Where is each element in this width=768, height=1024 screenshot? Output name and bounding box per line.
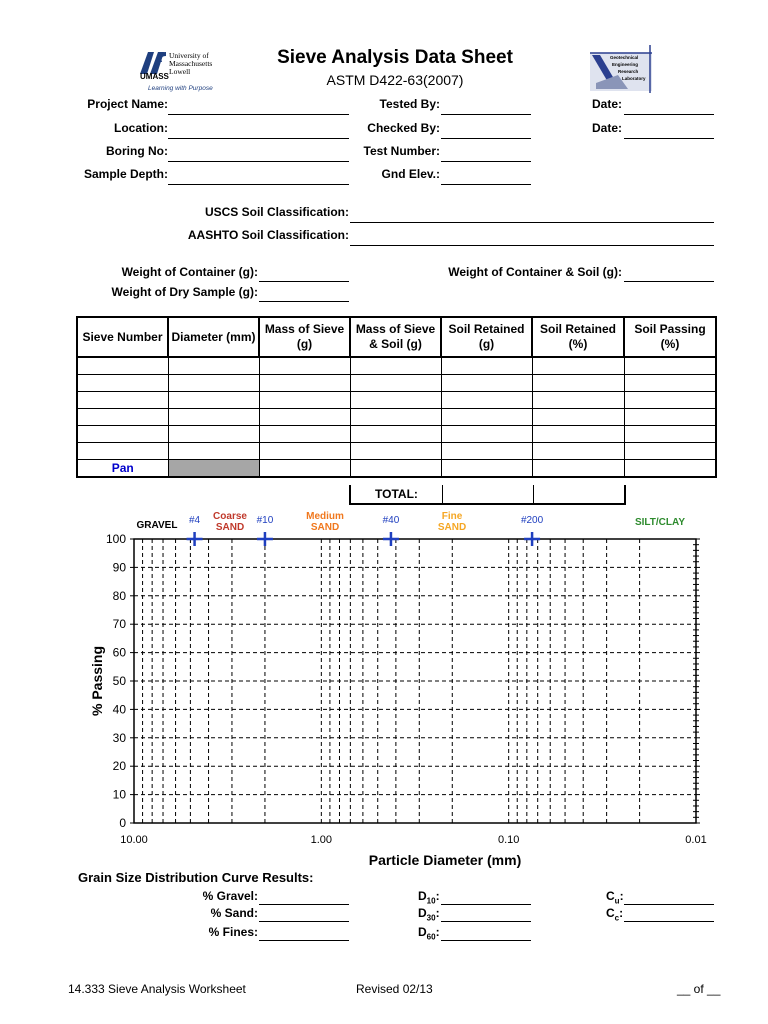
total-cell-retained-g[interactable] <box>443 485 534 503</box>
table-cell[interactable] <box>532 409 624 426</box>
sieve-label: #10 <box>256 515 274 526</box>
sample-depth-field[interactable] <box>168 184 349 185</box>
table-cell[interactable] <box>350 443 441 460</box>
project-name-label: Project Name: <box>87 97 168 111</box>
table-cell[interactable] <box>441 392 532 409</box>
table-cell[interactable] <box>624 443 716 460</box>
d30-label: $D_{30}$: <box>418 906 440 923</box>
sand-field[interactable] <box>259 921 349 922</box>
y-tick-label: 100 <box>105 532 126 546</box>
sieve-label: #200 <box>520 515 544 526</box>
pan-label: Pan <box>77 460 168 478</box>
col-header-mass-sieve-soil: Mass of Sieve & Soil (g) <box>350 317 441 357</box>
gravel-label: % Gravel: <box>202 889 258 903</box>
cc-field[interactable] <box>624 921 714 922</box>
svg-text:Engineering: Engineering <box>612 62 639 67</box>
table-cell[interactable] <box>532 392 624 409</box>
sample-depth-label: Sample Depth: <box>83 167 168 181</box>
sieve-label: #4 <box>189 515 201 526</box>
d10-field[interactable] <box>441 904 531 905</box>
x-axis-label: Particle Diameter (mm) <box>368 852 522 868</box>
zone-label-line2: SAND <box>437 522 467 533</box>
weight-dry-sample-field[interactable] <box>259 301 349 302</box>
table-cell[interactable] <box>532 375 624 392</box>
location-field[interactable] <box>168 138 349 139</box>
results-heading: Grain Size Distribution Curve Results: <box>78 870 314 885</box>
svg-text:Massachusetts: Massachusetts <box>169 59 213 68</box>
table-header-row <box>77 317 716 357</box>
footer-center: Revised 02/13 <box>356 982 433 996</box>
table-cell[interactable] <box>532 460 624 478</box>
checked-by-field[interactable] <box>441 138 531 139</box>
table-row <box>77 443 716 460</box>
date-field-2[interactable] <box>624 138 714 139</box>
cc-label: $C_c$: <box>606 906 624 923</box>
location-label: Location: <box>114 121 168 135</box>
d60-label: $D_{60}$: <box>418 925 440 942</box>
table-cell[interactable] <box>441 443 532 460</box>
zone-label-line1: Coarse <box>213 511 247 522</box>
footer-page-number: __ of __ <box>677 982 721 996</box>
svg-text:UMASS: UMASS <box>140 72 169 81</box>
cu-field[interactable] <box>624 904 714 905</box>
table-cell[interactable] <box>624 409 716 426</box>
table-cell[interactable] <box>259 357 350 375</box>
y-tick-label: 10 <box>112 787 126 802</box>
page-title: Sieve Analysis Data Sheet <box>277 47 513 68</box>
pan-diameter-shaded-cell <box>168 460 259 478</box>
table-cell[interactable] <box>350 375 441 392</box>
zone-label-line1: Medium <box>306 511 344 522</box>
weight-container-soil-label: Weight of Container & Soil (g): <box>448 265 622 279</box>
table-row <box>77 409 716 426</box>
table-row <box>77 392 716 409</box>
gravel-field[interactable] <box>259 904 349 905</box>
y-axis-label: % Passing <box>89 645 105 717</box>
col-header-mass-sieve: Mass of Sieve (g) <box>259 317 350 357</box>
table-cell[interactable] <box>77 375 168 392</box>
svg-text:Research: Research <box>618 69 639 74</box>
cu-label: $C_u$: <box>606 889 624 906</box>
sand-label: % Sand: <box>210 906 258 920</box>
table-cell[interactable] <box>441 357 532 375</box>
tested-by-field[interactable] <box>441 114 531 115</box>
total-cell-retained-pct[interactable] <box>534 485 624 503</box>
aashto-label: AASHTO Soil Classification: <box>187 228 349 242</box>
boring-no-field[interactable] <box>168 161 349 162</box>
d60-field[interactable] <box>441 940 531 941</box>
zone-label-line1: Fine <box>441 511 463 522</box>
x-tick-label: 0.01 <box>685 834 707 846</box>
weight-dry-sample-label: Weight of Dry Sample (g): <box>111 285 258 299</box>
test-number-field[interactable] <box>441 161 531 162</box>
table-cell[interactable] <box>259 426 350 443</box>
table-cell[interactable] <box>350 392 441 409</box>
date-label-2: Date: <box>591 121 622 135</box>
col-header-diameter: Diameter (mm) <box>168 317 259 357</box>
d30-field[interactable] <box>441 921 531 922</box>
page-subtitle: ASTM D422-63(2007) <box>326 72 464 88</box>
col-header-soil-passing: Soil Passing (%) <box>624 317 716 357</box>
table-cell[interactable] <box>532 443 624 460</box>
table-cell[interactable] <box>624 460 716 478</box>
tested-by-label: Tested By: <box>379 97 440 111</box>
table-row <box>77 357 716 375</box>
table-cell[interactable] <box>77 392 168 409</box>
pan-row <box>77 460 716 478</box>
aashto-field[interactable] <box>350 245 714 246</box>
svg-text:Lowell: Lowell <box>169 67 191 76</box>
fines-label: % Fines: <box>208 925 258 939</box>
table-cell[interactable] <box>77 409 168 426</box>
col-header-soil-retained-g: Soil Retained (g) <box>441 317 532 357</box>
table-cell[interactable] <box>168 426 259 443</box>
table-cell[interactable] <box>350 426 441 443</box>
umass-lowell-logo <box>138 48 228 94</box>
y-tick-label: 90 <box>112 560 126 575</box>
table-cell[interactable] <box>168 375 259 392</box>
svg-text:Laboratory: Laboratory <box>622 76 646 81</box>
x-tick-label: 10.00 <box>120 834 148 846</box>
col-header-soil-retained-pct: Soil Retained (%) <box>532 317 624 357</box>
zone-label-silt-clay: SILT/CLAY <box>634 517 686 528</box>
project-name-field[interactable] <box>168 114 349 115</box>
checked-by-label: Checked By: <box>367 121 440 135</box>
x-tick-label: 0.10 <box>497 834 520 846</box>
table-cell[interactable] <box>441 375 532 392</box>
sieve-data-table <box>76 316 717 478</box>
zone-label-line2: SAND <box>310 522 340 533</box>
boring-no-label: Boring No: <box>106 144 168 158</box>
table-cell[interactable] <box>532 357 624 375</box>
test-number-label: Test Number: <box>363 144 440 158</box>
y-tick-label: 20 <box>112 759 126 774</box>
x-tick-label: 1.00 <box>310 834 333 846</box>
table-cell[interactable] <box>168 392 259 409</box>
y-tick-label: 30 <box>112 730 126 745</box>
table-cell[interactable] <box>77 357 168 375</box>
table-cell[interactable] <box>624 357 716 375</box>
table-cell[interactable] <box>259 443 350 460</box>
svg-text:Learning with Purpose: Learning with Purpose <box>148 85 213 92</box>
total-row <box>349 485 626 505</box>
table-cell[interactable] <box>168 357 259 375</box>
table-cell[interactable] <box>259 392 350 409</box>
table-row <box>77 426 716 443</box>
date-field-1[interactable] <box>624 114 714 115</box>
grain-size-chart <box>60 508 740 868</box>
table-cell[interactable] <box>441 409 532 426</box>
table-cell[interactable] <box>168 443 259 460</box>
table-cell[interactable] <box>259 409 350 426</box>
d10-label: $D_{10}$: <box>418 889 440 906</box>
total-label: TOTAL: <box>351 485 443 503</box>
uscs-field[interactable] <box>350 222 714 223</box>
fines-field[interactable] <box>259 940 349 941</box>
zone-label-line2: SAND <box>215 522 245 533</box>
table-cell[interactable] <box>259 460 350 478</box>
table-cell[interactable] <box>168 409 259 426</box>
weight-container-field[interactable] <box>259 281 349 282</box>
table-cell[interactable] <box>441 460 532 478</box>
weight-container-label: Weight of Container (g): <box>121 265 258 279</box>
zone-label-gravel: GRAVEL <box>136 520 178 531</box>
y-tick-label: 40 <box>112 702 126 717</box>
weight-container-soil-field[interactable] <box>624 281 714 282</box>
table-cell[interactable] <box>77 426 168 443</box>
uscs-label: USCS Soil Classification: <box>204 205 349 219</box>
y-tick-label: 50 <box>112 674 126 688</box>
table-cell[interactable] <box>350 357 441 375</box>
table-cell[interactable] <box>77 443 168 460</box>
y-tick-label: 0 <box>119 816 126 830</box>
col-header-sieve-number: Sieve Number <box>77 317 168 357</box>
y-tick-label: 80 <box>112 588 126 603</box>
geotechnical-lab-logo <box>588 45 656 95</box>
sieve-label: #40 <box>382 515 400 526</box>
table-cell[interactable] <box>532 426 624 443</box>
gnd-elev-label: Gnd Elev.: <box>381 167 440 181</box>
table-cell[interactable] <box>624 392 716 409</box>
svg-text:Geotechnical: Geotechnical <box>610 55 639 60</box>
table-row <box>77 375 716 392</box>
table-cell[interactable] <box>350 409 441 426</box>
table-cell[interactable] <box>624 426 716 443</box>
footer-left: 14.333 Sieve Analysis Worksheet <box>68 982 246 996</box>
svg-text:University of: University of <box>169 51 209 60</box>
date-label-1: Date: <box>591 97 622 111</box>
y-tick-label: 60 <box>112 645 126 660</box>
table-cell[interactable] <box>350 460 441 478</box>
table-cell[interactable] <box>441 426 532 443</box>
table-cell[interactable] <box>259 375 350 392</box>
y-tick-label: 70 <box>112 617 126 632</box>
table-cell[interactable] <box>624 375 716 392</box>
gnd-elev-field[interactable] <box>441 184 531 185</box>
